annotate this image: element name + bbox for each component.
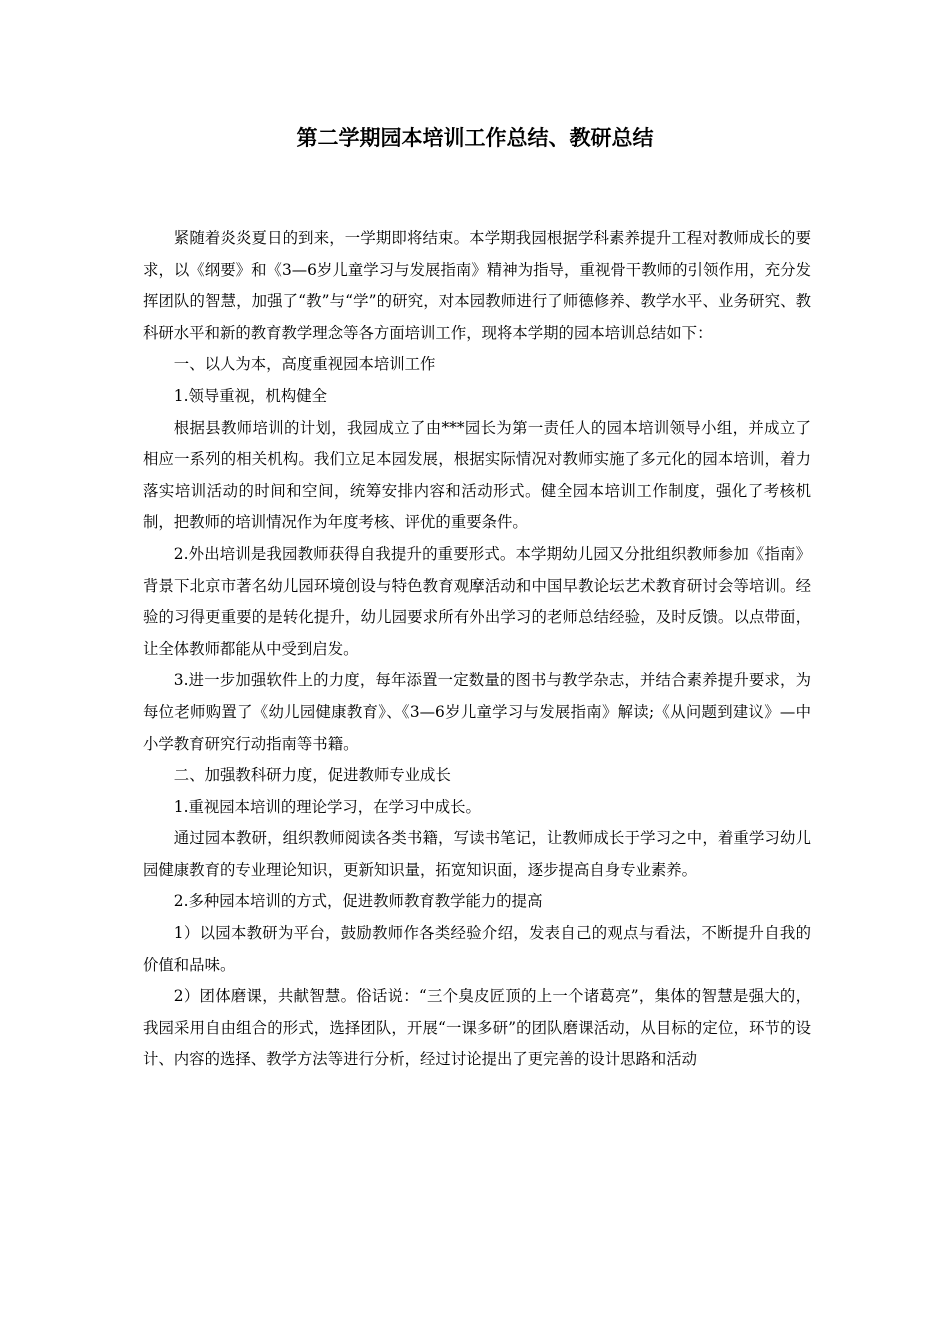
- document-body: [143, 223, 811, 1076]
- paragraph: 通过园本教研，组织教师阅读各类书籍，写读书笔记，让教师成长于学习之中，着重学习幼儿园健康教育的专业理论知识，更新知识量，拓宽知识面，逐步提高自身专业素养。: [143, 829, 811, 879]
- document-title: 第二学期园本培训工作总结、教研总结: [296, 125, 654, 150]
- subheading-2-2: 2.多种园本培训的方式，促进教师教育教学能力的提高: [173, 892, 543, 911]
- paragraph: 3.进一步加强软件上的力度，每年添置一定数量的图书与教学杂志，并结合素养提升要求，为每位老师购置了《幼儿园健康教育》、《3—6岁儿童学习与发展指南》解读;《从问题到建议》—中小学教育研究行动指南等书籍。: [143, 671, 811, 753]
- paragraph: 2.外出培训是我园教师获得自我提升的重要形式。本学期幼儿园又分批组织教师参加《指南》背景下北京市著名幼儿园环境创设与特色教育观摩活动和中国早教论坛艺术教育研讨会等培训。经验的习得更重要的是转化提升，幼儿园要求所有外出学习的老师总结经验，及时反馈。以点带面，让全体教师都能从中受到启发。: [143, 544, 811, 658]
- section-heading-2: 二、加强教科研力度，促进教师专业成长: [173, 766, 451, 785]
- intro-paragraph: 紧随着炎炎夏日的到来，一学期即将结束。本学期我园根据学科素养提升工程对教师成长的要求，以《纲要》和《3—6岁儿童学习与发展指南》精神为指导，重视骨干教师的引领作用，充分发挥团队的智慧，加强了“教”与“学”的研究，对本园教师进行了师德修养、教学水平、业务研究、教科研水平和新的教育教学理念等各方面培训工作，现将本学期的园本培训总结如下：: [143, 229, 811, 342]
- subheading-1-1: 1.领导重视，机构健全: [173, 386, 327, 405]
- section-heading-1: 一、以人为本，高度重视园本培训工作: [173, 355, 436, 374]
- paragraph: 根据县教师培训的计划，我园成立了由***园长为第一责任人的园本培训领导小组，并成立了相应一系列的相关机构。我们立足本园发展，根据实际情况对教师实施了多元化的园本培训，着力落实培训活动的时间和空间，统筹安排内容和活动形式。健全园本培训工作制度，强化了考核机制，把教师的培训情况作为年度考核、评优的重要条件。: [143, 418, 811, 532]
- subheading-2-1: 1.重视园本培训的理论学习，在学习中成长。: [173, 797, 481, 816]
- paragraph: 2）团体磨课，共献智慧。俗话说：“三个臭皮匠顶的上一个诸葛亮”，集体的智慧是强大的，我园采用自由组合的形式，选择团队，开展“一课多研”的团队磨课活动，从目标的定位，环节的设计、内容的选择、教学方法等进行分析，经过讨论提出了更完善的设计思路和活动: [143, 987, 811, 1069]
- paragraph: 1）以园本教研为平台，鼓励教师作各类经验介绍，发表自己的观点与看法，不断提升自我的价值和品味。: [143, 924, 811, 974]
